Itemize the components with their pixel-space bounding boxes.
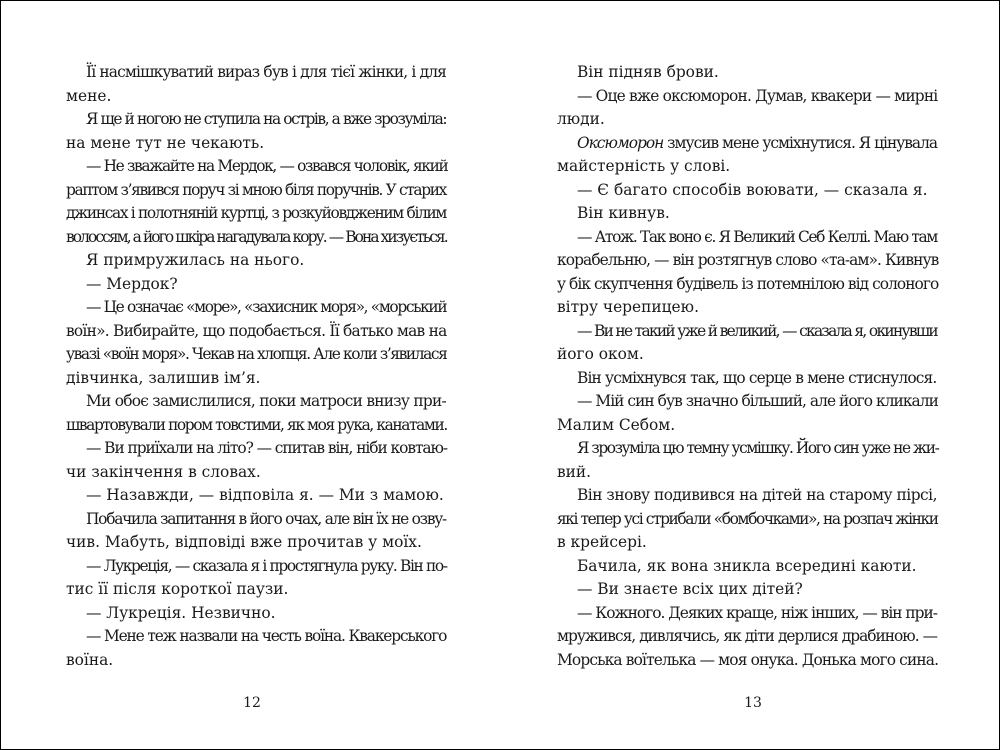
text-line: — Ви не такий уже й великий, — сказала я, окинувши [577, 321, 937, 340]
left-page-number: 12 [243, 695, 261, 711]
left-page-text [66, 61, 446, 672]
text-line: майстерність у слові. [557, 157, 731, 175]
text-line: — Мене теж назвали на честь воїна. Квакерського [86, 627, 447, 645]
text-line: — Ви знаєте всіх цих дітей? [577, 580, 803, 598]
text-line: Я примружилась на нього. [86, 251, 305, 269]
right-page-number: 13 [744, 695, 762, 711]
text-line: корабельню, — він розтягнув слово «та-ам». Кивнув [557, 251, 939, 269]
text-line: — Не зважайте на Мердок, — озвався чоловік, який [86, 157, 448, 175]
text-line: Він кивнув. [577, 204, 670, 222]
text-line: люди. [557, 110, 605, 128]
text-line: вий. [557, 462, 592, 481]
text-line: воїна. [66, 650, 114, 669]
text-line: Він знову подивився на дітей на старому пірсі, [577, 486, 937, 504]
text-line: дівчинка, залишив ім’я. [66, 368, 261, 387]
text-line: — Назавжди, — відповіла я. — Ми з мамою. [86, 486, 444, 504]
text-line: раптом з’явився поруч зі мною біля поручнів. У старих [66, 180, 446, 199]
text-line: — Атож. Так воно є. Я Великий Себ Келлі. Маю там [577, 227, 937, 246]
text-line: в крейсері. [557, 533, 647, 551]
text-line: волоссям, а його шкіра нагадувала кору. — Вона хизується. [66, 227, 447, 246]
text-line: Її насмішкуватий вираз був і для тієї жінки, і для [86, 63, 446, 81]
text-line: Я ще й ногою не ступила на острів, а вже зрозуміла: [86, 110, 447, 128]
text-line: Бачила, як вона зникла всередині каюти. [577, 556, 917, 575]
text-line: Малим Себом. [557, 415, 676, 434]
text-line: джинсах і полотняній куртці, з розкуйовдженим білим [66, 204, 446, 222]
text-line: Він усміхнувся так, що серце в мене стиснулося. [577, 368, 937, 387]
text-line: — Є багато способів воювати, — сказала я. [577, 180, 928, 199]
italic-word: Оксюморон [577, 133, 664, 152]
text-line: — Кожного. Деяких краще, ніж інших, — він при- [577, 603, 937, 622]
text-line: мружився, дивлячись, як діти дерлися драбиною. — [557, 627, 937, 645]
text-line: увазі «воїн моря». Чекав на хлопця. Але коли з’явилася [66, 345, 447, 363]
text-line: — Лукреція. Незвично. [86, 603, 276, 622]
text-line: воїн». Вибирайте, що подобається. Її батько мав на [66, 321, 447, 340]
text-line: мене. [66, 86, 112, 105]
text-line: Побачила запитання в його очах, але він їх не озву- [86, 509, 446, 528]
text-line: — Оце вже оксюморон. Думав, квакери — мирні [577, 86, 938, 105]
text-line: його оком. [557, 345, 644, 363]
text-line: — Мердок? [86, 274, 178, 293]
text-line: швартовували пором товстими, як моя рука, канатами. [66, 415, 447, 434]
text-line: — Мій син був значно більший, але його кликали [577, 392, 938, 410]
text-line: на мене тут не чекають. [66, 133, 265, 152]
right-page-text [557, 61, 937, 672]
text-line: які тепер усі стрибали «бомбочками», на розпач жінки [557, 509, 938, 528]
text-line: Ми обоє замислилися, поки матроси внизу при- [86, 392, 446, 410]
text-line: тис її після короткої паузи. [66, 580, 289, 598]
text-line: чив. Мабуть, відповіді вже прочитав у моїх. [66, 533, 422, 551]
text-line: Я зрозуміла цю темну усмішку. Його син уже не жи- [577, 439, 939, 457]
text-line: вітру черепицею. [557, 298, 699, 316]
text-line: — Це означає «море», «захисник моря», «морський [86, 298, 447, 316]
text-line: — Ви приїхали на літо? — спитав він, ніби ковтаю- [86, 439, 448, 457]
text-line: Оксюморон змусив мене усміхнутися. Я цінувала [577, 133, 938, 152]
text-line: чи закінчення в словах. [66, 462, 261, 481]
text-line: Морська воїтелька — моя онука. Донька мого сина. [557, 650, 939, 669]
text-line: — Лукреція, — сказала я і простягнула руку. Він по- [86, 556, 447, 575]
text-line: Він підняв брови. [577, 63, 719, 81]
text-line: у бік скупчення будівель із потемнілою від солоного [557, 274, 939, 293]
